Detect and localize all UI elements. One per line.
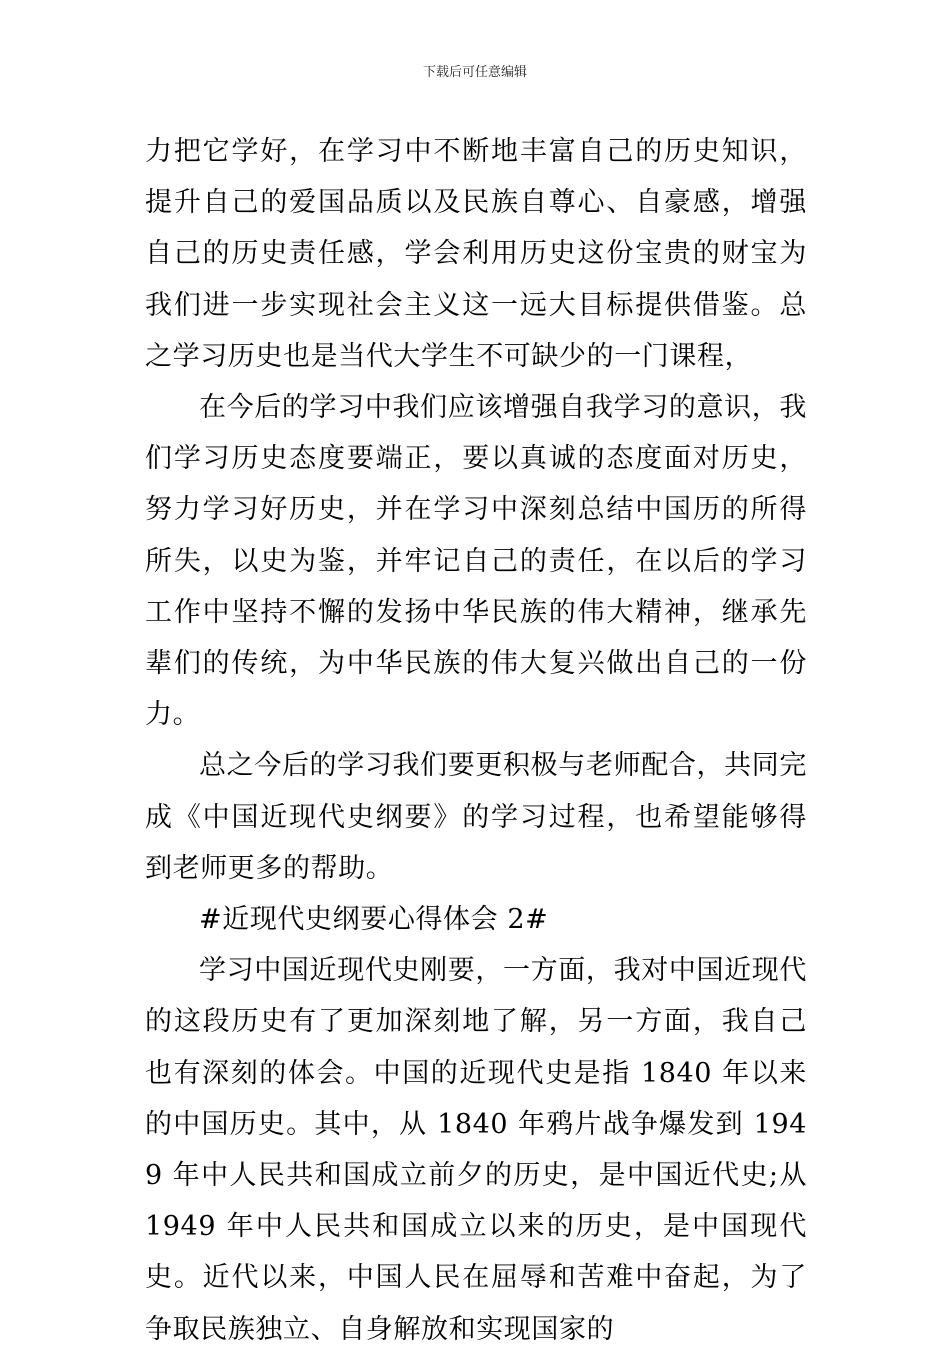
paragraph-2: 在今后的学习中我们应该增强自我学习的意识，我们学习历史态度要端正，要以真诚的态度面对历史，努力学习好历史，并在学习中深刻总结中国历的所得所失，以史为鉴，并牢记自己的责任，在以后的学习工作中坚持不懈的发扬中华民族的伟大精神，继承先辈们的传统，为中华民族的伟大复兴做出自己的一份力。 <box>145 392 807 731</box>
paragraph-3: 总之今后的学习我们要更积极与老师配合，共同完成《中国近现代史纲要》的学习过程，也希望能够得到老师更多的帮助。 <box>145 750 807 884</box>
paragraph-4: 学习中国近现代史刚要，一方面，我对中国近现代的这段历史有了更加深刻地了解，另一方面，我自己也有深刻的体会。中国的近现代史是指 1840 年以来的中国历史。其中，从 1840 年鸦片战争爆发到 1949 年中人民共和国成立前夕的历史，是中国近代史;从 1949 年中人民共和国成立以来的历史，是中国现代史。近代以来，中国人民在屈辱和苦难中奋起，为了争取民族独立、自身解放和实现国家的 <box>145 955 807 1345</box>
page-header: 下载后可任意编辑 <box>422 65 527 80</box>
document-body <box>145 126 807 1355</box>
paragraph-1: 力把它学好，在学习中不断地丰富自己的历史知识，提升自己的爱国品质以及民族自尊心、自豪感，增强自己的历史责任感，学会利用历史这份宝贵的财宝为我们进一步实现社会主义这一远大目标提供借鉴。总之学习历史也是当代大学生不可缺少的一门课程， <box>145 136 807 372</box>
section-heading: #近现代史纲要心得体会 2# <box>199 904 549 936</box>
